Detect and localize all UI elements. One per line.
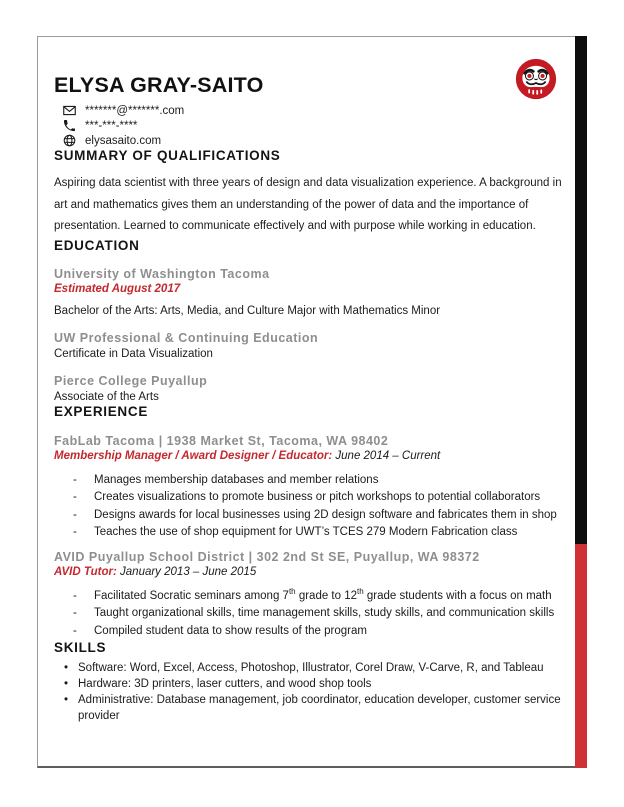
daruma-logo-icon	[515, 58, 557, 100]
role-title: AVID Tutor:	[54, 565, 117, 578]
experience-heading: EXPERIENCE	[54, 403, 149, 419]
education-heading: EDUCATION	[54, 237, 140, 253]
employer-name: AVID Puyallup School District | 302 2nd St SE, Puyallup, WA 98372	[54, 549, 480, 564]
bullet-text-part: grade students with a focus on math	[363, 589, 552, 602]
education-entry	[54, 331, 566, 361]
role-line	[54, 566, 566, 579]
skills-bullet: • Administrative: Database management, job coordinator, education developer, customer service provider	[54, 692, 564, 724]
bullet-text-part: Facilitated Socratic seminars among 7	[94, 589, 289, 602]
summary-heading: SUMMARY OF QUALIFICATIONS	[54, 148, 281, 163]
skills-bullet: • Hardware: 3D printers, laser cutters, and wood shop tools	[54, 676, 564, 692]
email-value: *******@*******.com	[85, 104, 185, 117]
contact-email-row	[63, 103, 566, 118]
institution-name: University of Washington Tacoma	[54, 266, 270, 281]
contact-phone-row	[63, 118, 566, 133]
experience-bullet: - Teaches the use of shop equipment for UWT’s TCES 279 Modern Fabrication class	[54, 524, 566, 542]
summary-text: Aspiring data scientist with three years of design and data visualization experience. A background in art and mathematics gives them an understanding of the power of data and the importance of presentation. Learned to communicate effectively and with purpose while working in education.	[54, 177, 562, 232]
website-link[interactable]: elysasaito.com	[85, 134, 162, 147]
globe-icon	[63, 134, 76, 147]
ordinal-superscript: th	[357, 586, 364, 596]
phone-icon	[63, 119, 76, 132]
resume-page	[37, 36, 587, 768]
bullet-text-part: grade to 12	[295, 589, 358, 602]
contact-website-row	[63, 133, 566, 148]
role-dates: January 2013 – June 2015	[116, 565, 257, 578]
skills-bullet: • Software: Word, Excel, Access, Photoshop, Illustrator, Corel Draw, V-Carve, R, and Tableau	[54, 660, 564, 676]
institution-name: UW Professional & Continuing Education	[54, 330, 319, 345]
experience-bullet	[54, 588, 566, 606]
accent-bar-black-segment	[575, 36, 587, 544]
experience-entry	[54, 434, 566, 542]
skills-bullet-list	[54, 660, 566, 724]
education-entry	[54, 374, 566, 404]
accent-bar-red-segment	[575, 544, 587, 768]
candidate-name: ELYSA GRAY-SAITO	[54, 73, 264, 97]
role-title: Membership Manager / Award Designer / Educator:	[54, 449, 333, 462]
experience-bullet: - Taught organizational skills, time management skills, study skills, and communication skills	[54, 605, 566, 623]
employer-name: FabLab Tacoma | 1938 Market St, Tacoma, WA 98402	[54, 433, 389, 448]
experience-entry	[54, 550, 566, 641]
experience-bullet: - Manages membership databases and member relations	[54, 472, 566, 490]
skills-heading: SKILLS	[54, 640, 107, 655]
experience-bullet: - Creates visualizations to promote business or pitch workshops to potential collaborators	[54, 489, 566, 507]
experience-bullet: - Designs awards for local businesses using 2D design software and fabricates them in shop	[54, 507, 566, 525]
role-line	[54, 450, 566, 463]
phone-value: ***-***-****	[85, 119, 138, 132]
experience-bullet-list	[54, 472, 566, 542]
experience-bullet: - Compiled student data to show results of the program	[54, 623, 566, 641]
experience-bullet-list	[54, 588, 566, 641]
side-accent-bar	[575, 36, 587, 768]
degree-detail: Associate of the Arts	[54, 390, 159, 403]
degree-detail: Certificate in Data Visualization	[54, 347, 213, 360]
institution-name: Pierce College Puyallup	[54, 373, 208, 388]
degree-detail: Bachelor of the Arts: Arts, Media, and Culture Major with Mathematics Minor	[54, 304, 441, 317]
graduation-note: Estimated August 2017	[54, 282, 181, 295]
education-entry	[54, 267, 566, 318]
ordinal-superscript: th	[288, 586, 296, 596]
contact-block	[63, 103, 566, 148]
role-dates: June 2014 – Current	[332, 449, 441, 462]
email-icon	[63, 104, 76, 117]
